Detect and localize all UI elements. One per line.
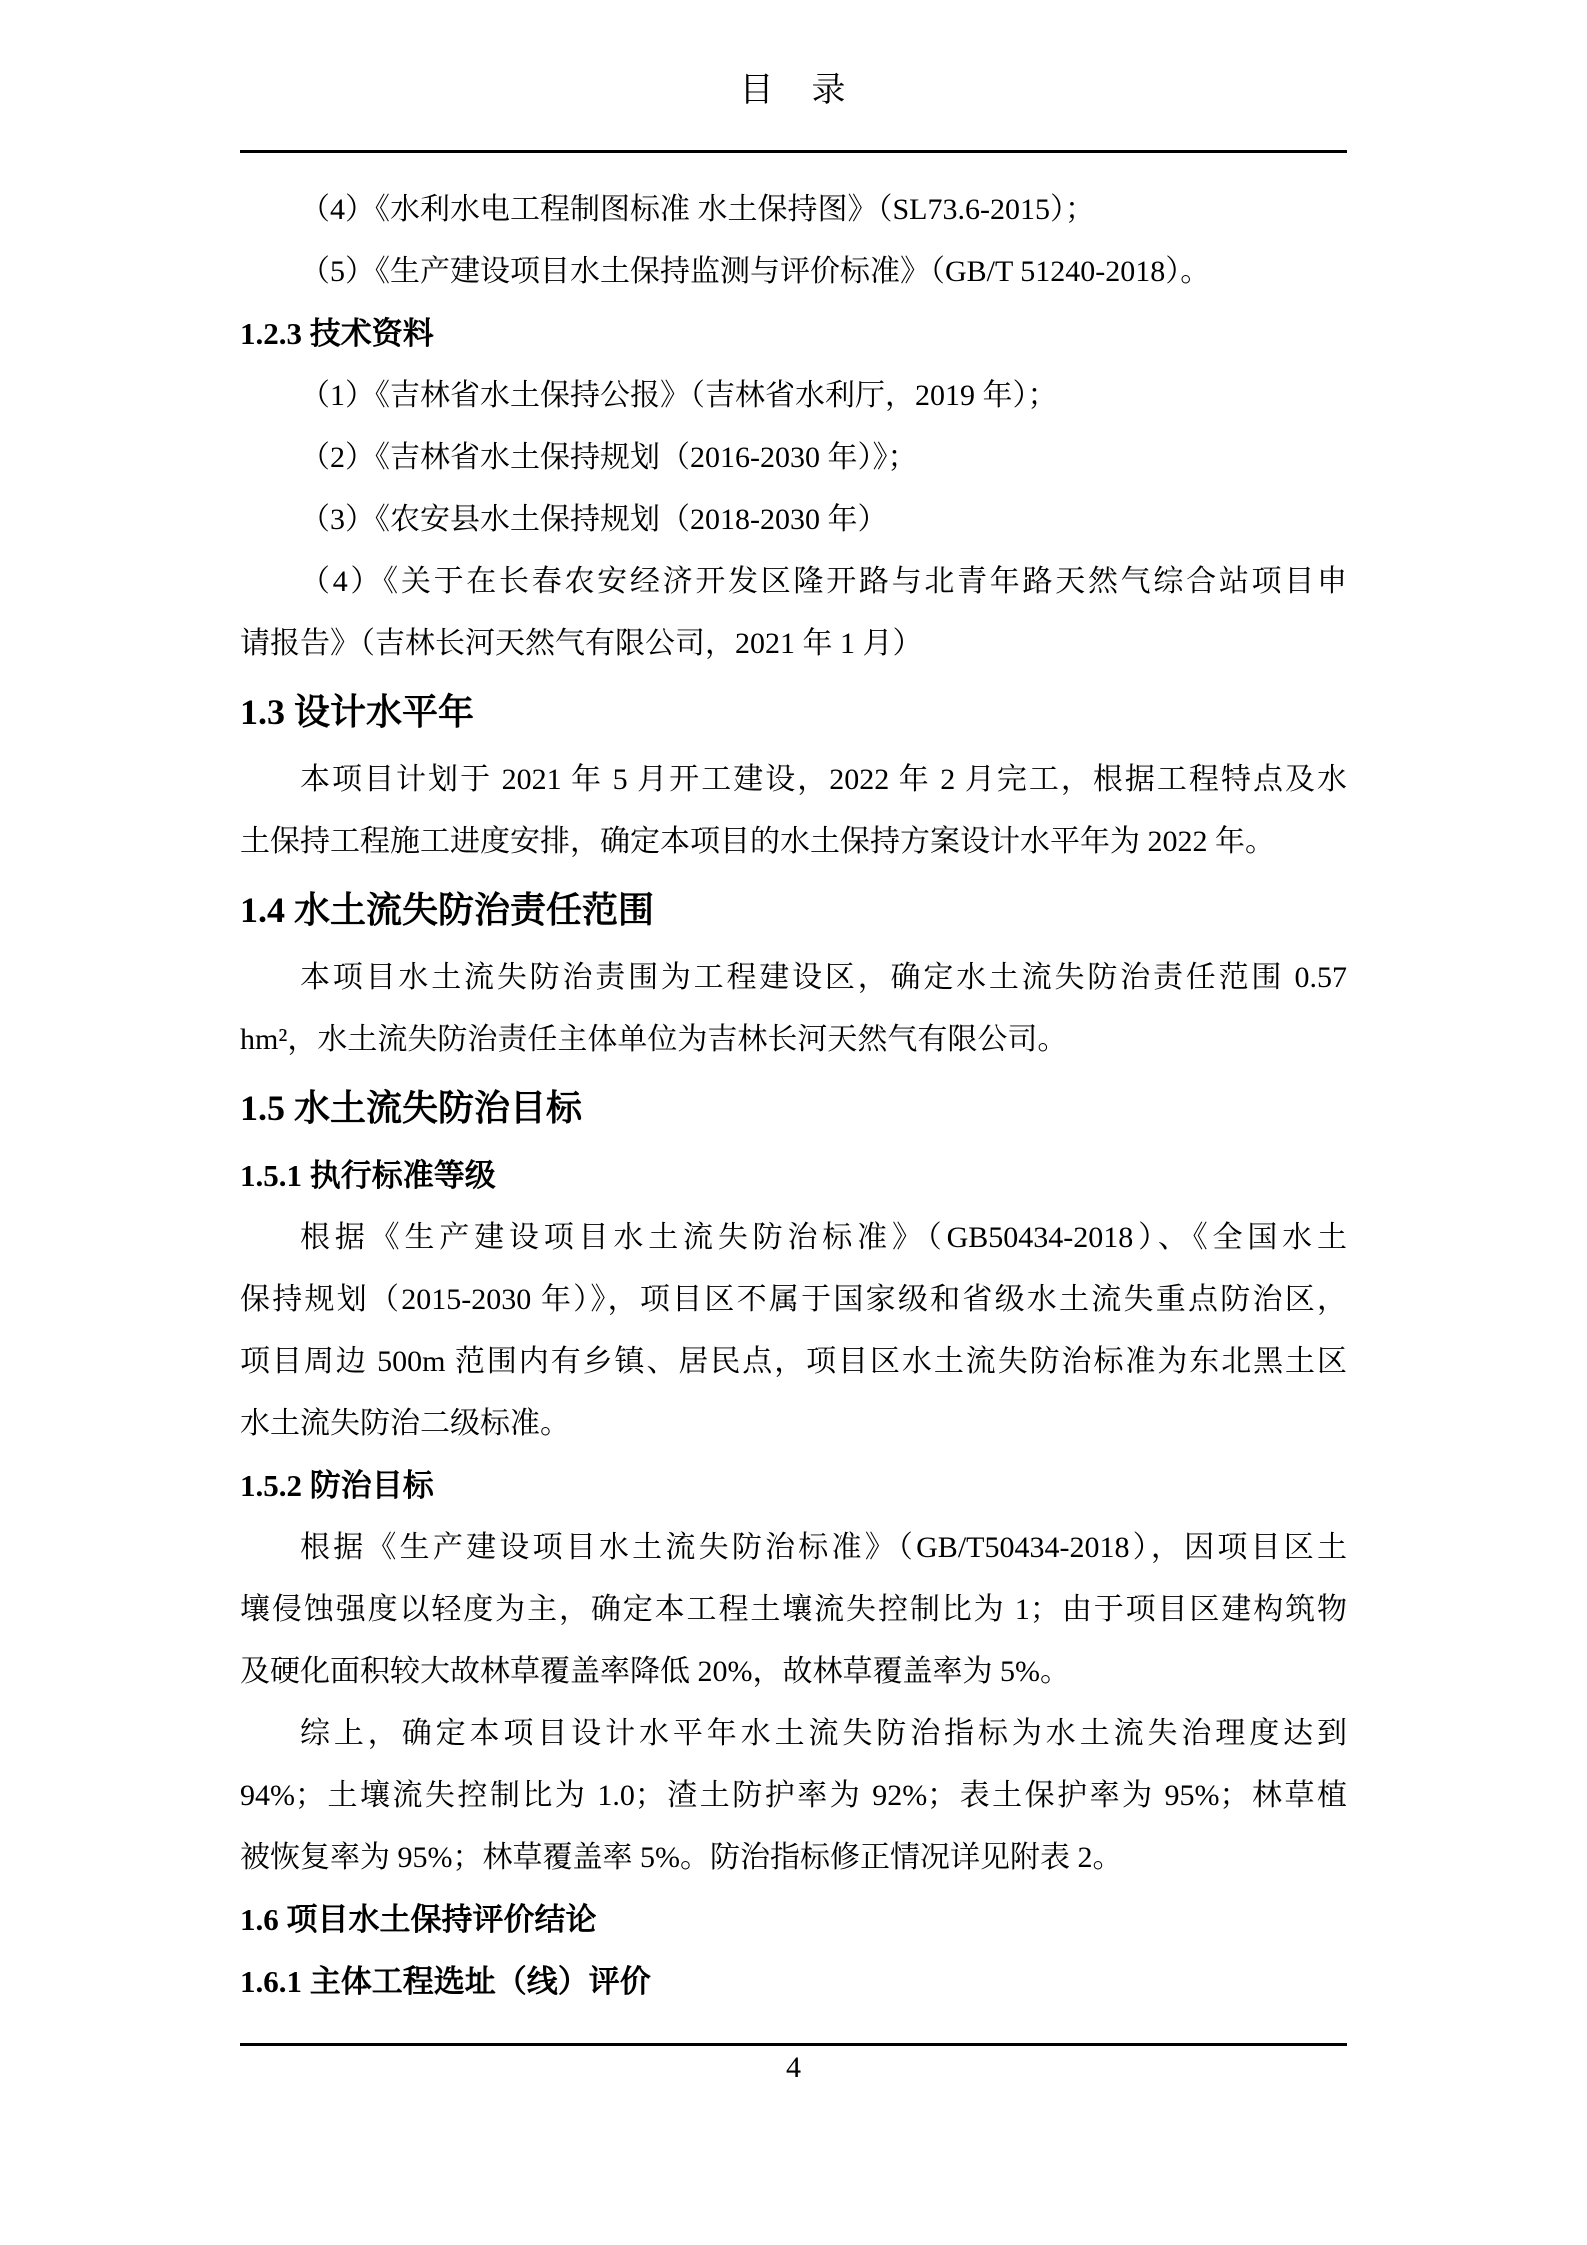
list-item: （2）《吉林省水土保持规划（2016-2030 年）》； (300, 441, 918, 474)
section-heading: 1.5 水土流失防治目标 (240, 1088, 583, 1128)
paragraph-line: 水土流失防治二级标准。 (240, 1407, 570, 1440)
paragraph-line: 本项目水土流失防治责围为工程建设区，确定水土流失防治责任范围 0.57 (300, 961, 1347, 994)
section-heading: 1.6 项目水土保持评价结论 (240, 1902, 597, 1937)
section-heading: 1.2.3 技术资料 (240, 316, 434, 351)
paragraph-line: 请报告》（吉林长河天然气有限公司，2021 年 1 月） (240, 627, 923, 660)
section-heading: 1.4 水土流失防治责任范围 (240, 890, 655, 930)
paragraph-line: 根据《生产建设项目水土流失防治标准》（GB/T50434-2018），因项目区土 (300, 1531, 1347, 1564)
list-item: （4）《水利水电工程制图标准 水土保持图》（SL73.6-2015）； (300, 193, 1095, 226)
page-number: 4 (786, 2051, 801, 2084)
section-heading: 1.6.1 主体工程选址（线）评价 (240, 1964, 651, 1999)
paragraph-line: 土保持工程施工进度安排，确定本项目的水土保持方案设计水平年为 2022 年。 (240, 825, 1275, 858)
paragraph-line: 及硬化面积较大故林草覆盖率降低 20%，故林草覆盖率为 5%。 (240, 1655, 1070, 1688)
paragraph-line: 根据《生产建设项目水土流失防治标准》（GB50434-2018）、《全国水土 (300, 1221, 1347, 1254)
paragraph-line: 保持规划（2015-2030 年）》，项目区不属于国家级和省级水土流失重点防治区， (240, 1283, 1347, 1316)
header-title: 目 录 (739, 72, 848, 109)
section-heading: 1.3 设计水平年 (240, 692, 475, 732)
list-item: （4）《关于在长春农安经济开发区隆开路与北青年路天然气综合站项目申 (300, 565, 1347, 598)
page-header (240, 0, 1347, 153)
paragraph-line: 壤侵蚀强度以轻度为主，确定本工程土壤流失控制比为 1；由于项目区建构筑物 (240, 1593, 1347, 1626)
paragraph-line: 94%；土壤流失控制比为 1.0；渣土防护率为 92%；表土保护率为 95%；林草植 (240, 1779, 1347, 1812)
paragraph-line: 本项目计划于 2021 年 5 月开工建设，2022 年 2 月完工，根据工程特点及水 (300, 763, 1347, 796)
paragraph-line: hm²，水土流失防治责任主体单位为吉林长河天然气有限公司。 (240, 1023, 1068, 1056)
paragraph-line: 被恢复率为 95%；林草覆盖率 5%。防治指标修正情况详见附表 2。 (240, 1841, 1123, 1874)
section-heading: 1.5.2 防治目标 (240, 1468, 434, 1503)
list-item: （3）《农安县水土保持规划（2018-2030 年） (300, 503, 888, 536)
paragraph-line: 项目周边 500m 范围内有乡镇、居民点，项目区水土流失防治标准为东北黑土区 (240, 1345, 1347, 1378)
document-content (240, 153, 1347, 2013)
list-item: （1）《吉林省水土保持公报》（吉林省水利厅，2019 年）； (300, 379, 1058, 412)
list-item: （5）《生产建设项目水土保持监测与评价标准》（GB/T 51240-2018）。 (300, 255, 1211, 288)
page-footer (240, 2043, 1347, 2090)
section-heading: 1.5.1 执行标准等级 (240, 1158, 496, 1193)
paragraph-line: 综上，确定本项目设计水平年水土流失防治指标为水土流失治理度达到 (300, 1717, 1347, 1750)
